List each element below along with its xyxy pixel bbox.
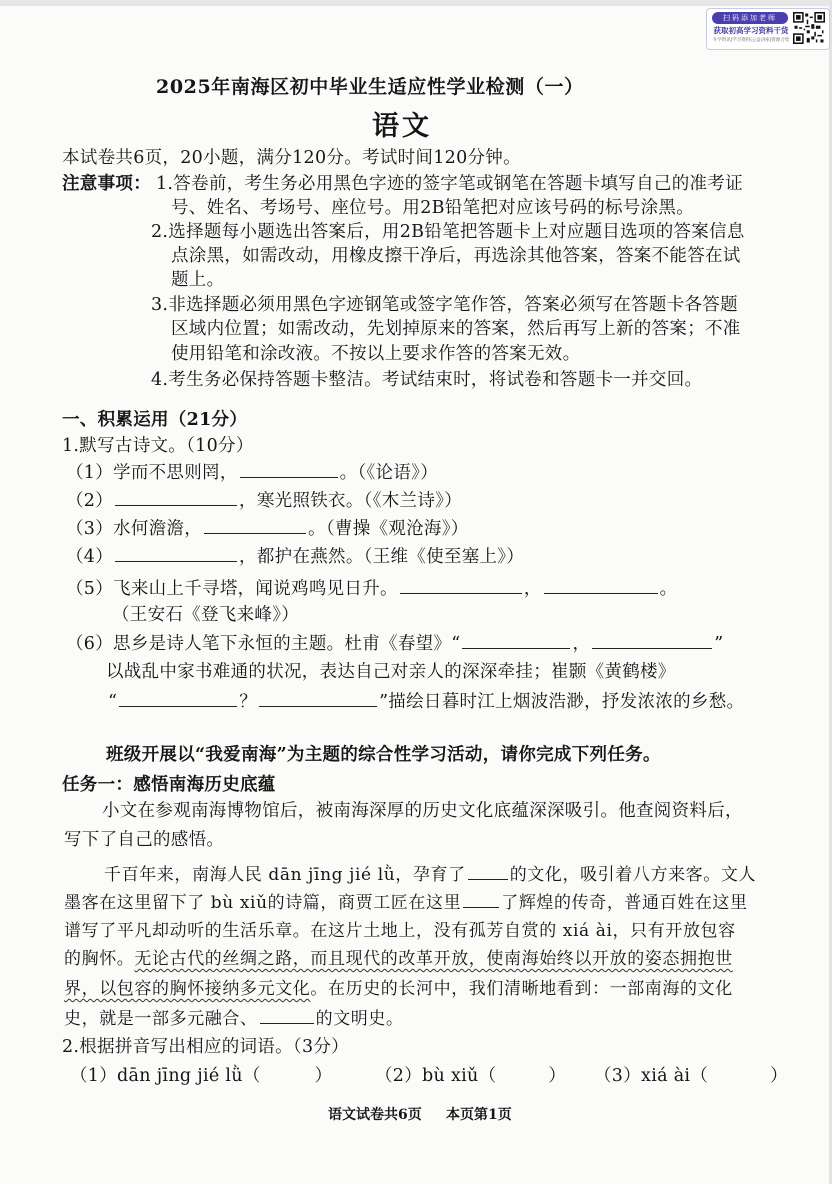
footer-right: 本页第1页: [446, 1107, 512, 1123]
item-text: ，: [523, 579, 542, 599]
q1-item-5: [66, 576, 677, 601]
answer-blank[interactable]: [592, 631, 712, 649]
badge-label: 扫码添加老师: [712, 12, 788, 24]
notes-label: 注意事项：: [62, 174, 151, 194]
item-text: ”: [714, 634, 724, 654]
answer-blank[interactable]: [468, 862, 508, 880]
wavy-underlined-sentence: 界，以包容的胸怀接纳多元文化: [64, 979, 311, 999]
note-line: 题上。: [171, 270, 225, 290]
activity-paragraph: 写下了自己的感悟。: [64, 830, 225, 850]
note-line: 3.非选择题必须用黑色字迹钢笔或签字笔作答，答案必须写在答题卡各答题: [151, 295, 738, 315]
wavy-underlined-sentence: 无论古代的丝绸之路，而且现代的改革开放，使南海始终以开放的姿态拥抱世: [134, 949, 733, 969]
note-line: 区域内位置；如需改动，先划掉原来的答案，然后再写上新的答案；不准: [171, 319, 741, 339]
item-text: ”描绘日暮时江上烟波浩渺，抒发浓浓的乡愁。: [379, 692, 745, 712]
q2-answer-2: [375, 1064, 566, 1088]
q2-title: 2.根据拼音写出相应的词语。（3分）: [62, 1037, 349, 1057]
q2-prompt: （1）dān jīng jié lǜ（: [70, 1066, 261, 1086]
section1-heading: 一、积累运用（21分）: [62, 410, 248, 430]
item-text: （6）思乡是诗人笔下永恒的主题。杜甫《春望》“: [66, 634, 461, 654]
passage-text: 的胸怀。: [64, 949, 135, 969]
passage-text: 了辉煌的传奇，普通百姓在这里: [501, 893, 748, 913]
answer-blank[interactable]: [119, 689, 237, 707]
answer-blank[interactable]: [260, 1006, 314, 1024]
q2-prompt: ）: [548, 1066, 567, 1086]
answer-blank[interactable]: [115, 488, 237, 506]
passage-line: [64, 1004, 404, 1029]
item-text: ？: [239, 692, 258, 712]
answer-blank[interactable]: [115, 544, 237, 562]
passage-line: 谱写了平凡却动听的生活乐章。在这片土地上，没有孤芳自赏的 xiá ài，只有开放包容: [64, 921, 736, 941]
q1-item-2: [66, 488, 462, 513]
item-text: ，寒光照铁衣。（《木兰诗》）: [239, 491, 462, 511]
passage-line: [64, 974, 733, 999]
note-line: 1.答卷前，考生务必用黑色字迹的签字笔或钢笔在答题卡填写自己的准考证: [156, 174, 743, 194]
item-text: （4）: [66, 547, 114, 567]
answer-blank[interactable]: [400, 576, 522, 594]
qr-promo-badge[interactable]: [706, 8, 830, 50]
item-text: （5）飞来山上千寻塔，闻说鸡鸣见日升。: [66, 579, 398, 599]
subject-title: 语文: [372, 111, 432, 142]
activity-intro: 班级开展以“我爱南海”为主题的综合性学习活动，请你完成下列任务。: [106, 745, 661, 765]
item-text: （1）学而不思则罔，: [66, 463, 238, 483]
passage-line: [64, 888, 748, 913]
passage-text: 的文明史。: [315, 1009, 404, 1029]
passage-text: 。在历史的长河中，我们清晰地看到：一部南海的文化: [310, 979, 733, 999]
q1-item-4: [66, 544, 524, 569]
answer-blank[interactable]: [204, 516, 306, 534]
note-line: 使用铅笔和涂改液。不按以上要求作答的答案无效。: [171, 344, 581, 364]
q1-item-3: [66, 516, 469, 541]
q2-prompt: （3）xiá ài（: [594, 1066, 709, 1086]
item-text: 。: [659, 579, 678, 599]
exam-title: 2025年南海区初中毕业生适应性学业检测（一）: [156, 76, 584, 98]
activity-paragraph: 小文在参观南海博物馆后，被南海深厚的历史文化底蕴深深吸引。他查阅资料后，: [102, 801, 743, 821]
answer-blank[interactable]: [259, 689, 377, 707]
passage-text: 千百年来，南海人民 dān jīng jié lǜ，孕育了: [104, 865, 466, 885]
passage-text: 墨客在这里留下了 bù xiǔ的诗篇，商贾工匠在这里: [64, 893, 462, 913]
answer-blank[interactable]: [462, 631, 570, 649]
q1-item-6-line2: 以战乱中家书难通的状况，表达自己对亲人的深深牵挂；崔颢《黄鹤楼》: [106, 662, 676, 682]
passage-line: [64, 944, 733, 969]
task1-title: 任务一：感悟南海历史底蕴: [62, 775, 276, 795]
q1-item-6-line3: [108, 689, 744, 714]
badge-tags: 升学资讯|学习资料|公益讲座|资源合集: [712, 38, 790, 43]
scan-top-edge: [0, 0, 832, 6]
q2-prompt: ）: [314, 1066, 333, 1086]
q1-title: 1.默写古诗文。（10分）: [62, 436, 254, 456]
item-text: （3）水何澹澹，: [66, 519, 203, 539]
answer-blank[interactable]: [463, 890, 499, 908]
item-text: （2）: [66, 491, 114, 511]
item-text: “: [108, 692, 118, 712]
item-text: ，都护在燕然。（王维《使至塞上》）: [239, 547, 525, 567]
q2-answer-1: [70, 1064, 332, 1088]
note-line: 号、姓名、考场号、座位号。用2B铅笔把对应该号码的标号涂黑。: [171, 198, 694, 218]
answer-blank[interactable]: [544, 576, 658, 594]
qr-code-icon[interactable]: [793, 12, 825, 44]
q2-answer-3: [594, 1064, 788, 1088]
answer-blank[interactable]: [240, 460, 338, 478]
passage-text: 的文化，吸引着八方来客。文人: [509, 865, 757, 885]
passage-text: 史，就是一部多元融合、: [64, 1009, 258, 1029]
q1-item-6: [66, 631, 724, 656]
q1-item-5-source: （王安石《登飞来峰》）: [112, 605, 300, 625]
exam-info: 本试卷共6页，20小题，满分120分。考试时间120分钟。: [62, 148, 521, 168]
item-text: 。（《论语》）: [339, 463, 438, 483]
q1-item-1: [66, 460, 438, 485]
q2-prompt: （2）bù xiǔ（: [375, 1066, 497, 1086]
footer-left: 语文试卷共6页: [328, 1107, 422, 1123]
note-line: 4.考生务必保持答题卡整洁。考试结束时，将试卷和答题卡一并交回。: [151, 370, 703, 390]
item-text: 。（曹操《观沧海》）: [308, 519, 469, 539]
item-text: ，: [572, 634, 591, 654]
q2-prompt: ）: [770, 1066, 788, 1086]
badge-slogan: 获取初高学习资料干货: [713, 26, 789, 35]
note-line: 点涂黑，如需改动，用橡皮擦干净后，再选涂其他答案，答案不能答在试: [171, 246, 741, 266]
note-line: 2.选择题每小题选出答案后，用2B铅笔把答题卡上对应题目选项的答案信息: [151, 222, 745, 242]
passage-line: [104, 860, 756, 885]
